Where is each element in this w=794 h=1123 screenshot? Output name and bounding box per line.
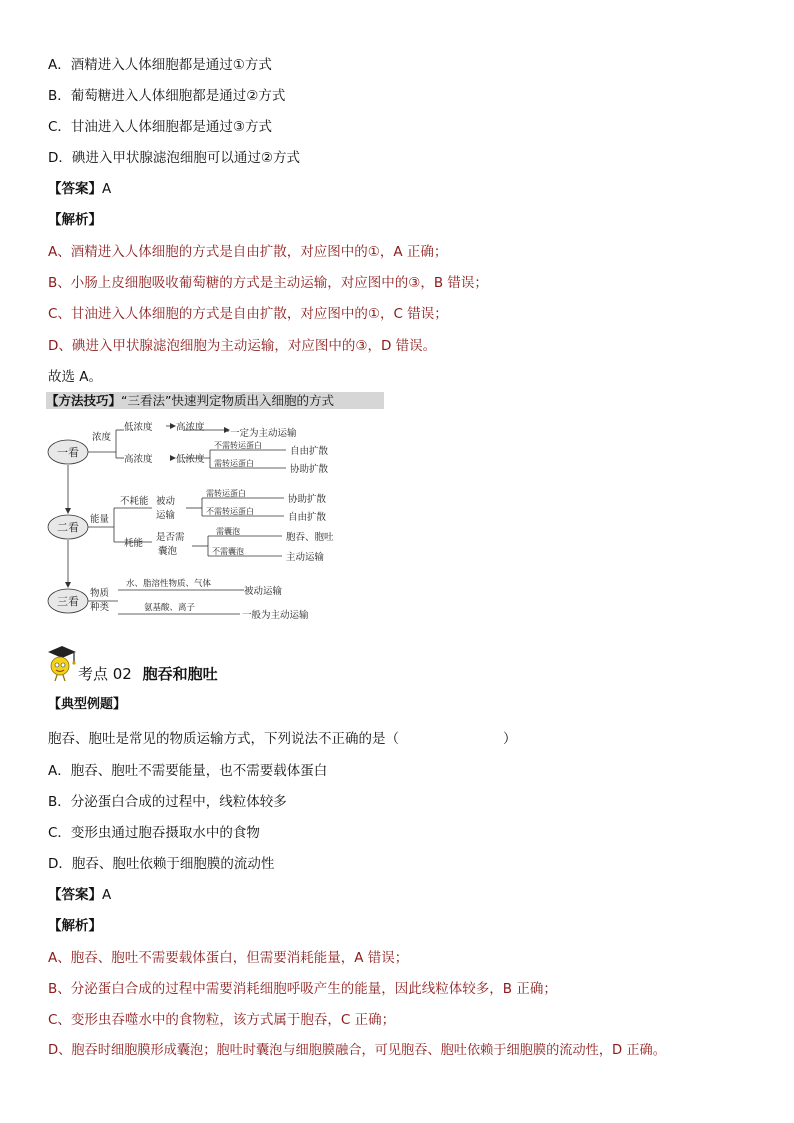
passive2-text: 运输 — [156, 510, 176, 521]
consume-text: 耗能 — [124, 538, 144, 549]
look2-text: 二看 — [57, 521, 79, 534]
high2-text: 高浓度 — [124, 454, 153, 465]
option-b: B．葡萄糖进入人体细胞都是通过②方式 — [48, 88, 286, 104]
analysis-label: 【解析】 — [48, 212, 102, 228]
section-prefix: 考点 02 — [78, 665, 132, 683]
vesicle-q2-text: 囊泡 — [158, 546, 178, 557]
substance2-text: 种类 — [90, 602, 110, 613]
free-diff-text: 自由扩散 — [290, 446, 329, 457]
q2-stem — [48, 730, 517, 748]
tip-label: 【方法技巧】 — [46, 393, 122, 408]
water-etc-text: 水、脂溶性物质、气体 — [126, 579, 212, 589]
look3-text: 三看 — [57, 595, 79, 608]
passive-transport-text: 被动运输 — [244, 586, 283, 597]
q2-analysis-b: B、分泌蛋白合成的过程中需要消耗细胞呼吸产生的能量，因此线粒体较多，B 正确； — [48, 981, 557, 997]
assist-diff-text: 协助扩散 — [290, 464, 329, 475]
q2-option-b: B．分泌蛋白合成的过程中，线粒体较多 — [48, 794, 287, 810]
q2-stem-b: ） — [503, 731, 517, 747]
conc-text: 浓度 — [92, 432, 112, 443]
certain-active-text: 一定为主动运输 — [230, 428, 297, 439]
energy-text: 能量 — [90, 514, 110, 525]
look1-text: 一看 — [57, 446, 79, 459]
substance1-text: 物质 — [90, 588, 110, 599]
assist-diff2-text: 协助扩散 — [288, 494, 327, 505]
vesicle-q1-text: 是否需 — [156, 532, 185, 543]
q2-option-c: C．变形虫通过胞吞摄取水中的食物 — [48, 825, 260, 841]
free-diff2-text: 自由扩散 — [288, 512, 327, 523]
need-vesicle-text: 需囊泡 — [216, 527, 240, 536]
conclusion: 故选 A。 — [48, 369, 103, 385]
high-text: 高浓度 — [176, 422, 205, 433]
q2-analysis-c: C、变形虫吞噬水中的食物粒，该方式属于胞吞，C 正确； — [48, 1012, 396, 1028]
q2-analysis-d: D、胞吞时细胞膜形成囊泡；胞吐时囊泡与细胞膜融合，可见胞吞、胞吐依赖于细胞膜的流动性，D 正确。 — [48, 1043, 666, 1058]
low-text: 低浓度 — [124, 422, 153, 433]
endo-exo-text: 胞吞、胞吐 — [286, 532, 334, 543]
q2-stem-a: 胞吞、胞吐是常见的物质运输方式，下列说法不正确的是（ — [48, 731, 399, 747]
analysis-c: C、甘油进入人体细胞的方式是自由扩散，对应图中的①，C 错误； — [48, 306, 448, 322]
no-carrier-text: 不需转运蛋白 — [214, 441, 262, 450]
q2-answer-line — [48, 886, 111, 904]
q2-option-a: A．胞吞、胞吐不需要能量，也不需要载体蛋白 — [48, 763, 328, 779]
answer-line — [48, 180, 111, 198]
q2-analysis-label: 【解析】 — [48, 918, 102, 934]
tip-title: “三看法”快速判定物质出入细胞的方式 — [121, 393, 334, 408]
answer-label: 【答案】 — [48, 181, 102, 197]
analysis-d: D、碘进入甲状腺滤泡细胞为主动运输，对应图中的③，D 错误。 — [48, 338, 437, 354]
method-tip-header — [46, 392, 384, 409]
q2-answer-value: A — [102, 887, 112, 903]
example-label: 【典型例题】 — [48, 697, 127, 712]
option-d: D．碘进入甲状腺滤泡细胞可以通过②方式 — [48, 150, 300, 166]
need-carrier2-text: 需转运蛋白 — [206, 489, 246, 498]
q2-option-d: D．胞吞、胞吐依赖于细胞膜的流动性 — [48, 856, 275, 872]
analysis-a: A、酒精进入人体细胞的方式是自由扩散，对应图中的①，A 正确； — [48, 244, 448, 260]
answer-value: A — [102, 181, 112, 197]
option-a: A．酒精进入人体细胞都是通过①方式 — [48, 57, 272, 73]
no-energy-text: 不耗能 — [120, 496, 149, 507]
amino-text: 氨基酸、离子 — [144, 603, 196, 613]
q2-answer-label: 【答案】 — [48, 887, 102, 903]
option-c: C．甘油进入人体细胞都是通过③方式 — [48, 119, 273, 135]
low2-text: 低浓度 — [176, 454, 205, 465]
no-carrier2-text: 不需转运蛋白 — [206, 507, 254, 516]
passive1-text: 被动 — [156, 496, 176, 507]
analysis-b: B、小肠上皮细胞吸收葡萄糖的方式是主动运输，对应图中的③，B 错误； — [48, 275, 488, 291]
active-text: 主动运输 — [286, 552, 325, 563]
no-vesicle-text: 不需囊泡 — [212, 547, 244, 556]
three-look-diagram — [44, 410, 344, 624]
section-title: 胞吞和胞吐 — [142, 665, 218, 683]
diagram-svg — [44, 410, 344, 624]
scholar-icon — [46, 644, 78, 682]
q2-analysis-a: A、胞吞、胞吐不需要载体蛋白，但需要消耗能量，A 错误； — [48, 950, 409, 966]
need-carrier-text: 需转运蛋白 — [214, 459, 254, 468]
generally-active-text: 一般为主动运输 — [242, 610, 309, 621]
